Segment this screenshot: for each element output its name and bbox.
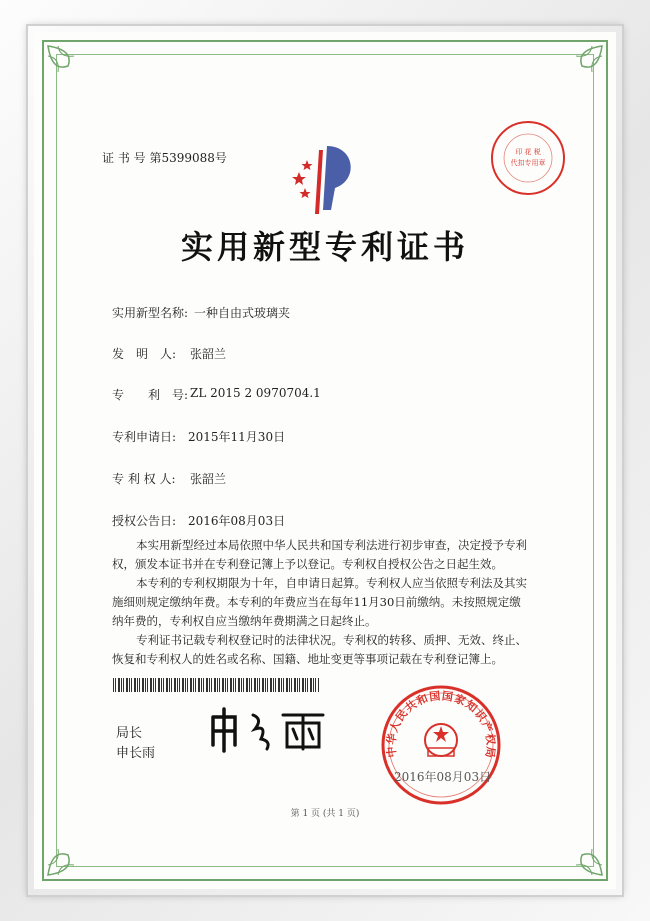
director-name: 申长雨 bbox=[116, 746, 156, 761]
cnipa-logo-icon bbox=[285, 140, 365, 220]
svg-text:印 花 税: 印 花 税 bbox=[515, 148, 541, 156]
director-title: 局长 bbox=[116, 726, 143, 741]
field-value-patent-number: ZL 2015 2 0970704.1 bbox=[190, 386, 321, 400]
corner-ornament-bottom-right-icon bbox=[546, 819, 606, 879]
corner-ornament-bottom-left-icon bbox=[44, 819, 104, 879]
official-seal-icon bbox=[378, 682, 504, 808]
barcode bbox=[113, 678, 319, 692]
corner-ornament-top-left-icon bbox=[44, 42, 104, 102]
field-label-grant-date: 授权公告日: bbox=[112, 514, 177, 528]
field-label-name: 实用新型名称: bbox=[112, 306, 189, 320]
certificate-number: 证 书 号 第5399088号 bbox=[102, 151, 227, 165]
field-value-inventor: 张韶兰 bbox=[190, 347, 227, 361]
svg-text:代扣专用章: 代扣专用章 bbox=[510, 159, 546, 167]
field-value-patentee: 张韶兰 bbox=[190, 472, 227, 486]
field-value-name: 一种自由式玻璃夹 bbox=[194, 306, 291, 320]
field-label-inventor: 发 明 人: bbox=[112, 347, 177, 361]
director-signature-icon bbox=[205, 705, 335, 755]
field-value-grant-date: 2016年08月03日 bbox=[188, 514, 286, 528]
agent-seal-icon bbox=[488, 118, 568, 198]
paragraph-legal-status: 专利证书记载专利权登记时的法律状况。专利权的转移、质押、无效、终止、恢复和专利权人的姓名或名称、国籍、地址变更等事项记载在专利登记簿上。 bbox=[112, 633, 527, 666]
field-label-patentee: 专 利 权 人: bbox=[112, 472, 176, 486]
paragraph-grant: 本实用新型经过本局依照中华人民共和国专利法进行初步审查，决定授予专利权，颁发本证书并在专利登记簿上予以登记。专利权自授权公告之日起生效。 bbox=[112, 538, 527, 571]
field-label-application-date: 专利申请日: bbox=[112, 430, 177, 444]
field-value-application-date: 2015年11月30日 bbox=[188, 430, 286, 444]
paragraph-term: 本专利的专利权期限为十年，自申请日起算。专利权人应当依照专利法及其实施细则规定缴纳年费。本专利的年费应当在每年11月30日前缴纳。未按照规定缴纳年费的，专利权自应当缴纳年费期满之日起终止。 bbox=[112, 576, 527, 628]
seal-date: 2016年08月03日 bbox=[394, 770, 492, 784]
field-label-patent-number: 专 利 号: bbox=[112, 388, 189, 402]
page-footer: 第 1 页 (共 1 页) bbox=[290, 809, 360, 819]
seal-arc-text: 中华人民共和国国家知识产权局 bbox=[384, 689, 498, 760]
certificate-title: 实用新型专利证书 bbox=[180, 228, 469, 266]
corner-ornament-top-right-icon bbox=[546, 42, 606, 102]
